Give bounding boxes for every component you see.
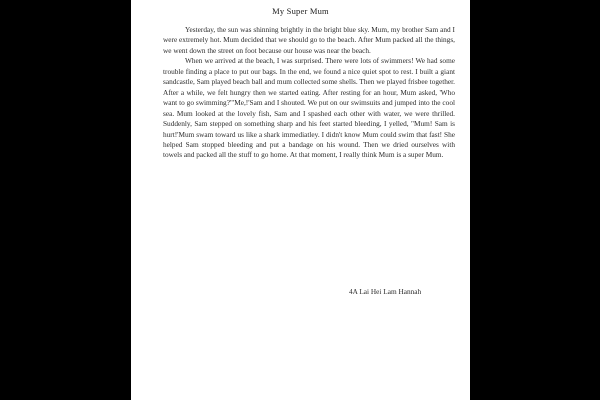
author-signature: 4A Lai Hei Lam Hannah [349, 287, 422, 296]
essay-body [163, 25, 455, 161]
document-page [131, 0, 470, 400]
essay-paragraph-2: When we arrived at the beach, I was surprised. There were lots of swimmers! We had some trouble finding a place to put our bags. In the end, we found a nice quiet spot to rest. I built a giant sandcastle, Sam played beach ball and mum collected some shells. Then we played frisbee together. After a while, we felt hungry then we started eating. After resting for an hour, Mum asked, 'Who want to go swimming?'"Me,!'Sam and I shouted. We put on our swimsuits and jumped into the cool sea. Mum looked at the lovely fish, Sam and I spashed each other with water, we were thrilled. Suddenly, Sam stepped on something sharp and his feet started bleeding, I yelled, "Mum! Sam is hurt!'Mum swam toward us like a shark immediatley. I didn't know Mum could swim that fast! She helped Sam stopped bleeding and put a bandage on his wound. Then we dried ourselves with towels and packed all the stuff to go home. At that moment, I really think Mum is a super Mum. [163, 56, 455, 160]
document-title: My Super Mum [272, 6, 329, 16]
essay-paragraph-1: Yesterday, the sun was shinning brightly in the bright blue sky. Mum, my brother Sam and I were extremely hot. Mum decided that we should go to the beach. After Mum packed all the things, we went down the street on foot because our house was near the beach. [163, 25, 455, 55]
